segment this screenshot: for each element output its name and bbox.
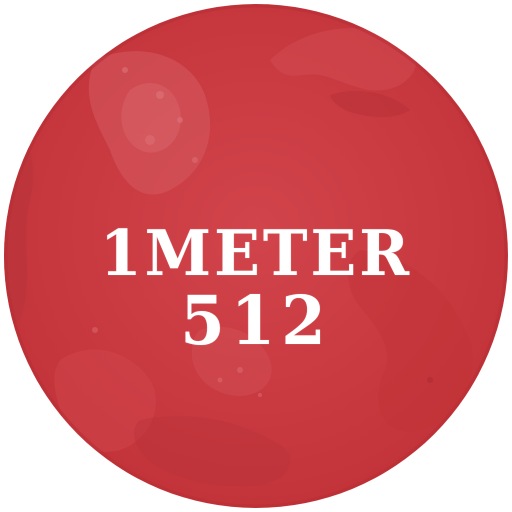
app-title-line-2: 512: [180, 282, 332, 361]
app-title-line-1: 1METER: [99, 217, 413, 291]
